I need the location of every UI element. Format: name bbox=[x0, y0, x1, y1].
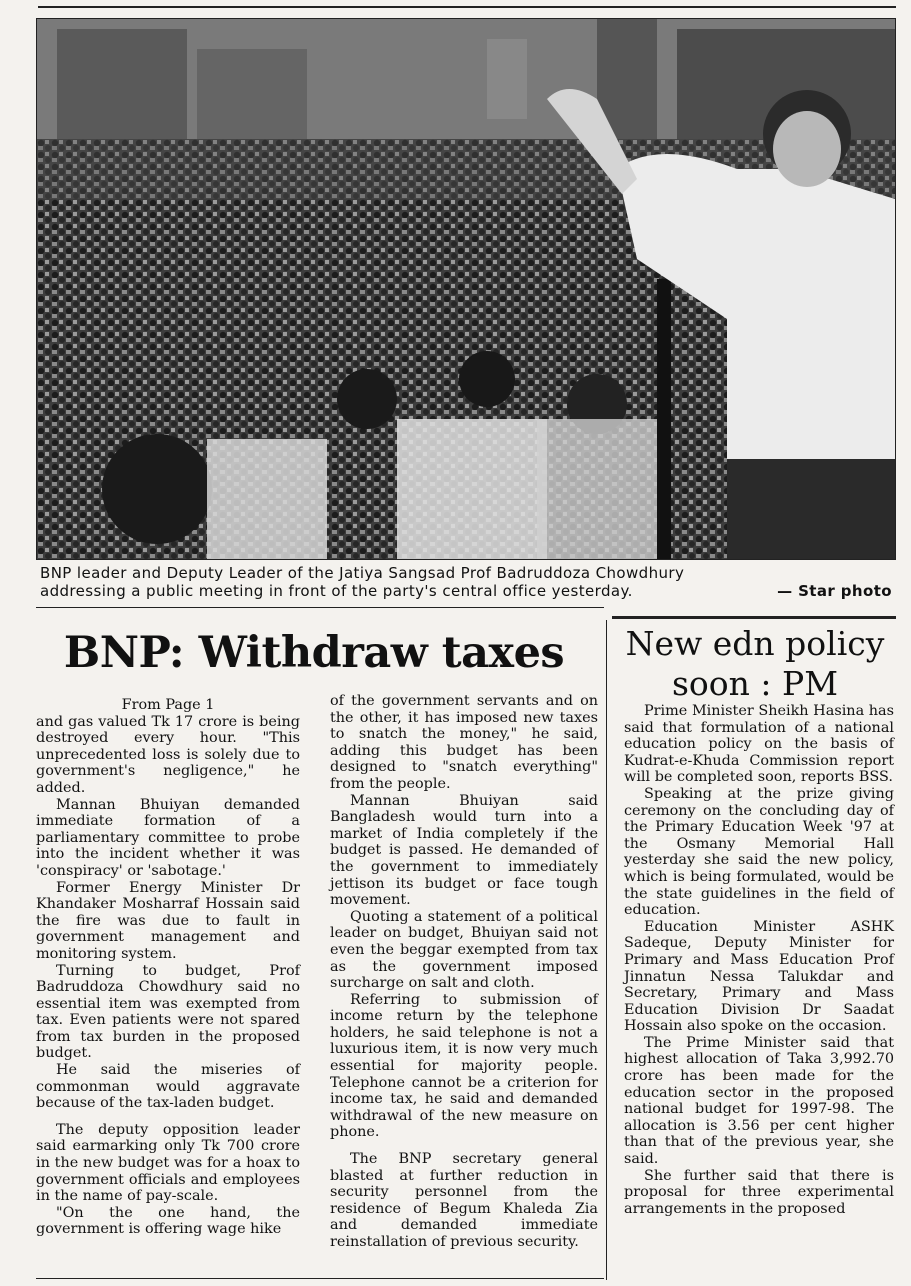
paragraph: The deputy opposition leader said earmarking only Tk 700 crore in the new budget was for a hoax to government officials and employees in the name of pay-scale. bbox=[36, 1121, 300, 1205]
paragraph: Turning to budget, Prof Badruddoza Chowdhury said no essential item was exempted from tax. Even patients were not spared from tax burden in the proposed budget. bbox=[36, 962, 300, 1062]
paragraph: Former Energy Minister Dr Khandaker Mosharraf Hossain said the fire was due to fault in government management and monitoring system. bbox=[36, 879, 300, 962]
paragraph: He said the miseries of commonman would aggravate because of the tax-laden budget. bbox=[36, 1062, 300, 1112]
paragraph: Prime Minister Sheikh Hasina has said that formulation of a national education policy on the basis of Kudrat-e-Khuda Commission report will be completed soon, reports BSS. bbox=[624, 703, 894, 786]
paragraph: Referring to submission of income return by the telephone holders, he said telephone is not a luxurious item, it is now very much essential for majority people. Telephone cannot be a criterion for income tax, he said and demanded withdrawal of the new measure on phone. bbox=[330, 991, 598, 1141]
side-headline bbox=[612, 624, 898, 704]
divider-rule bbox=[36, 607, 604, 608]
paragraph: Education Minister ASHK Sadeque, Deputy Minister for Primary and Mass Education Prof Jinnatun Nessa Talukdar and Secretary, Primary and Mass Education Division Dr Saadat Hossain also spoke on the occasion. bbox=[624, 918, 894, 1035]
column-divider bbox=[606, 620, 607, 1280]
photo-credit: — Star photo bbox=[777, 582, 892, 600]
paragraph: Quoting a statement of a political leader on budget, Bhuiyan said not even the beggar exempted from tax as the government imposed surcharge on salt and cloth. bbox=[330, 908, 598, 992]
dateline: From Page 1 bbox=[121, 697, 215, 713]
bottom-rule bbox=[36, 1278, 604, 1279]
photo-caption bbox=[40, 564, 892, 600]
main-story-column-1 bbox=[36, 697, 300, 1238]
main-headline: BNP: Withdraw taxes bbox=[63, 628, 565, 678]
top-rule bbox=[38, 6, 896, 8]
paragraph: "On the one hand, the government is offering wage hike bbox=[36, 1204, 300, 1238]
paragraph: Speaking at the prize giving ceremony on the concluding day of the Primary Education Week '97 at the Osmany Memorial Hall yesterday she said the new policy, which is being formulated, would be the state guidelines in the field of education. bbox=[624, 785, 894, 919]
paragraph: The BNP secretary general blasted at further reduction in security personnel from the residence of Begum Khaleda Zia and demanded immediate reinstallation of previous security. bbox=[330, 1151, 598, 1250]
side-headline-line-1: New edn policy bbox=[625, 624, 885, 663]
paragraph: and gas valued Tk 17 crore is being destroyed every hour. "This unprecedented loss is solely due to government's negligence," he added. bbox=[36, 713, 300, 796]
paragraph: of the government servants and on the other, it has imposed new taxes to snatch the money," he said, adding this budget has been designed to "snatch everything" from the people. bbox=[330, 693, 598, 792]
paragraph: The Prime Minister said that highest allocation of Taka 3,992.70 crore has been made for the education sector in the proposed national budget for 1997-98. The allocation is 3.56 per cent higher than that of the previous year, she said. bbox=[624, 1034, 894, 1168]
caption-line-2: addressing a public meeting in front of the party's central office yesterday. bbox=[40, 582, 633, 600]
side-story-column bbox=[624, 703, 894, 1217]
rally-photo bbox=[36, 18, 896, 560]
rally-photo-image bbox=[37, 19, 895, 559]
paragraph: Mannan Bhuiyan demanded immediate formation of a parliamentary committee to probe into the incident whether it was 'conspiracy' or 'sabotage.' bbox=[36, 796, 300, 879]
main-story-column-2 bbox=[330, 693, 598, 1251]
caption-line-1: BNP leader and Deputy Leader of the Jatiya Sangsad Prof Badruddoza Chowdhury bbox=[40, 564, 685, 582]
side-headline-line-2: soon : PM bbox=[671, 664, 838, 703]
paragraph: Mannan Bhuiyan said Bangladesh would turn into a market of India completely if the budget is passed. He demanded of the government to immediately jettison its budget or face tough movement. bbox=[330, 792, 598, 909]
side-top-rule bbox=[612, 616, 896, 619]
paragraph: She further said that there is proposal for three experimental arrangements in the proposed bbox=[624, 1167, 894, 1217]
